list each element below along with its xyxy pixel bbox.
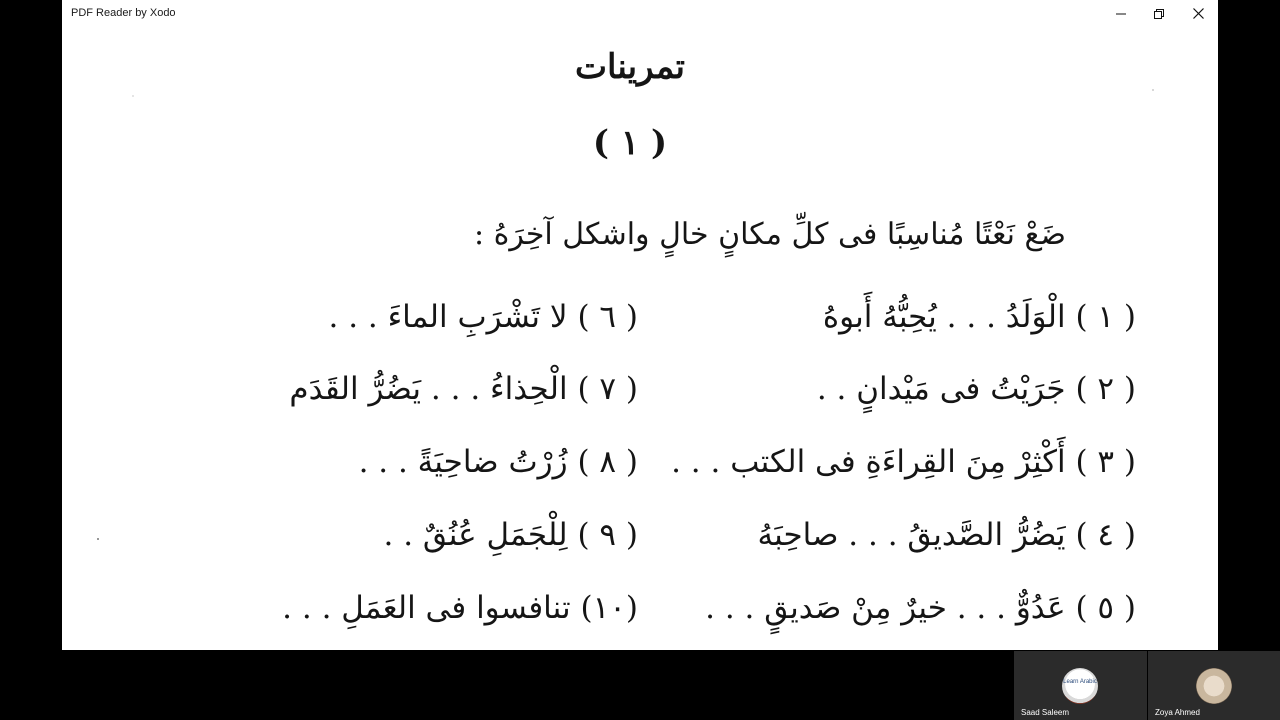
exercise-item-1	[823, 297, 1136, 337]
exercise-number: ( ١ )	[592, 123, 668, 163]
participant-tile-zoya-ahmed[interactable]	[1148, 651, 1280, 720]
instruction-text: ضَعْ نَعْتًا مُناسِبًا فى كلِّ مكانٍ خالٍ واشكل آخِرَهُ :	[473, 217, 1066, 252]
avatar	[1196, 668, 1232, 704]
item-text: أَكْثِرْ مِنَ القِراءَةِ فى الكتب . . .	[671, 444, 1066, 480]
participant-name: Saad Saleem	[1021, 708, 1070, 717]
item-number: (١٠)	[580, 590, 638, 626]
close-icon	[1193, 8, 1204, 19]
app-title: PDF Reader by Xodo	[71, 7, 176, 19]
restore-button[interactable]	[1140, 0, 1178, 27]
document-page[interactable]	[62, 27, 1218, 650]
minimize-icon	[1116, 9, 1126, 19]
item-number: ( ٢ )	[1075, 371, 1136, 407]
exercise-item-4	[758, 515, 1136, 555]
item-number: ( ٨ )	[577, 444, 638, 480]
close-button[interactable]	[1179, 0, 1217, 27]
exercise-item-7	[289, 369, 638, 409]
item-number: ( ٤ )	[1075, 517, 1136, 553]
avatar-caption: Learn Arabic	[1063, 679, 1097, 685]
item-number: ( ٩ )	[577, 517, 638, 553]
pdf-reader-window	[62, 0, 1218, 650]
title-bar[interactable]	[62, 0, 1218, 27]
avatar	[1062, 668, 1098, 704]
exercise-item-8	[359, 442, 638, 482]
item-number: ( ٦ )	[577, 299, 638, 335]
item-text: زُرْتُ ضاحِيَةً . . .	[358, 444, 568, 480]
scan-speck	[1152, 89, 1154, 91]
item-text: لِلْجَمَلِ عُنُقٌ . .	[383, 517, 568, 553]
participant-name: Zoya Ahmed	[1155, 708, 1200, 717]
item-text: جَرَيْتُ فى مَيْدانٍ . .	[816, 371, 1066, 407]
exercise-item-3	[671, 442, 1136, 482]
scan-speck	[132, 95, 134, 97]
scan-speck	[97, 538, 99, 540]
exercise-item-6	[328, 297, 638, 337]
item-text: لا تَشْرَبِ الماءَ . . .	[328, 299, 568, 335]
exercise-item-10	[282, 588, 638, 628]
item-text: الْحِذاءُ . . . يَضُرُّ القَدَم	[289, 371, 568, 407]
item-text: يَضُرُّ الصَّديقُ . . . صاحِبَهُ	[757, 517, 1066, 553]
page-heading: تمرينات	[575, 47, 685, 87]
item-number: ( ٥ )	[1075, 590, 1136, 626]
item-number: ( ٣ )	[1075, 444, 1136, 480]
participant-tile-saad-saleem[interactable]	[1014, 651, 1147, 720]
item-text: تنافسوا فى العَمَلِ . . .	[282, 590, 571, 626]
item-number: ( ٧ )	[577, 371, 638, 407]
minimize-button[interactable]	[1102, 0, 1140, 27]
restore-icon	[1154, 9, 1164, 19]
exercise-item-5	[705, 588, 1136, 628]
exercise-item-2	[817, 369, 1136, 409]
exercise-item-9	[383, 515, 638, 555]
item-text: الْوَلَدُ . . . يُحِبُّهُ أَبوهُ	[822, 299, 1066, 335]
item-number: ( ١ )	[1075, 299, 1136, 335]
item-text: عَدُوٌّ . . . خيرٌ مِنْ صَديقٍ . . .	[705, 590, 1066, 626]
